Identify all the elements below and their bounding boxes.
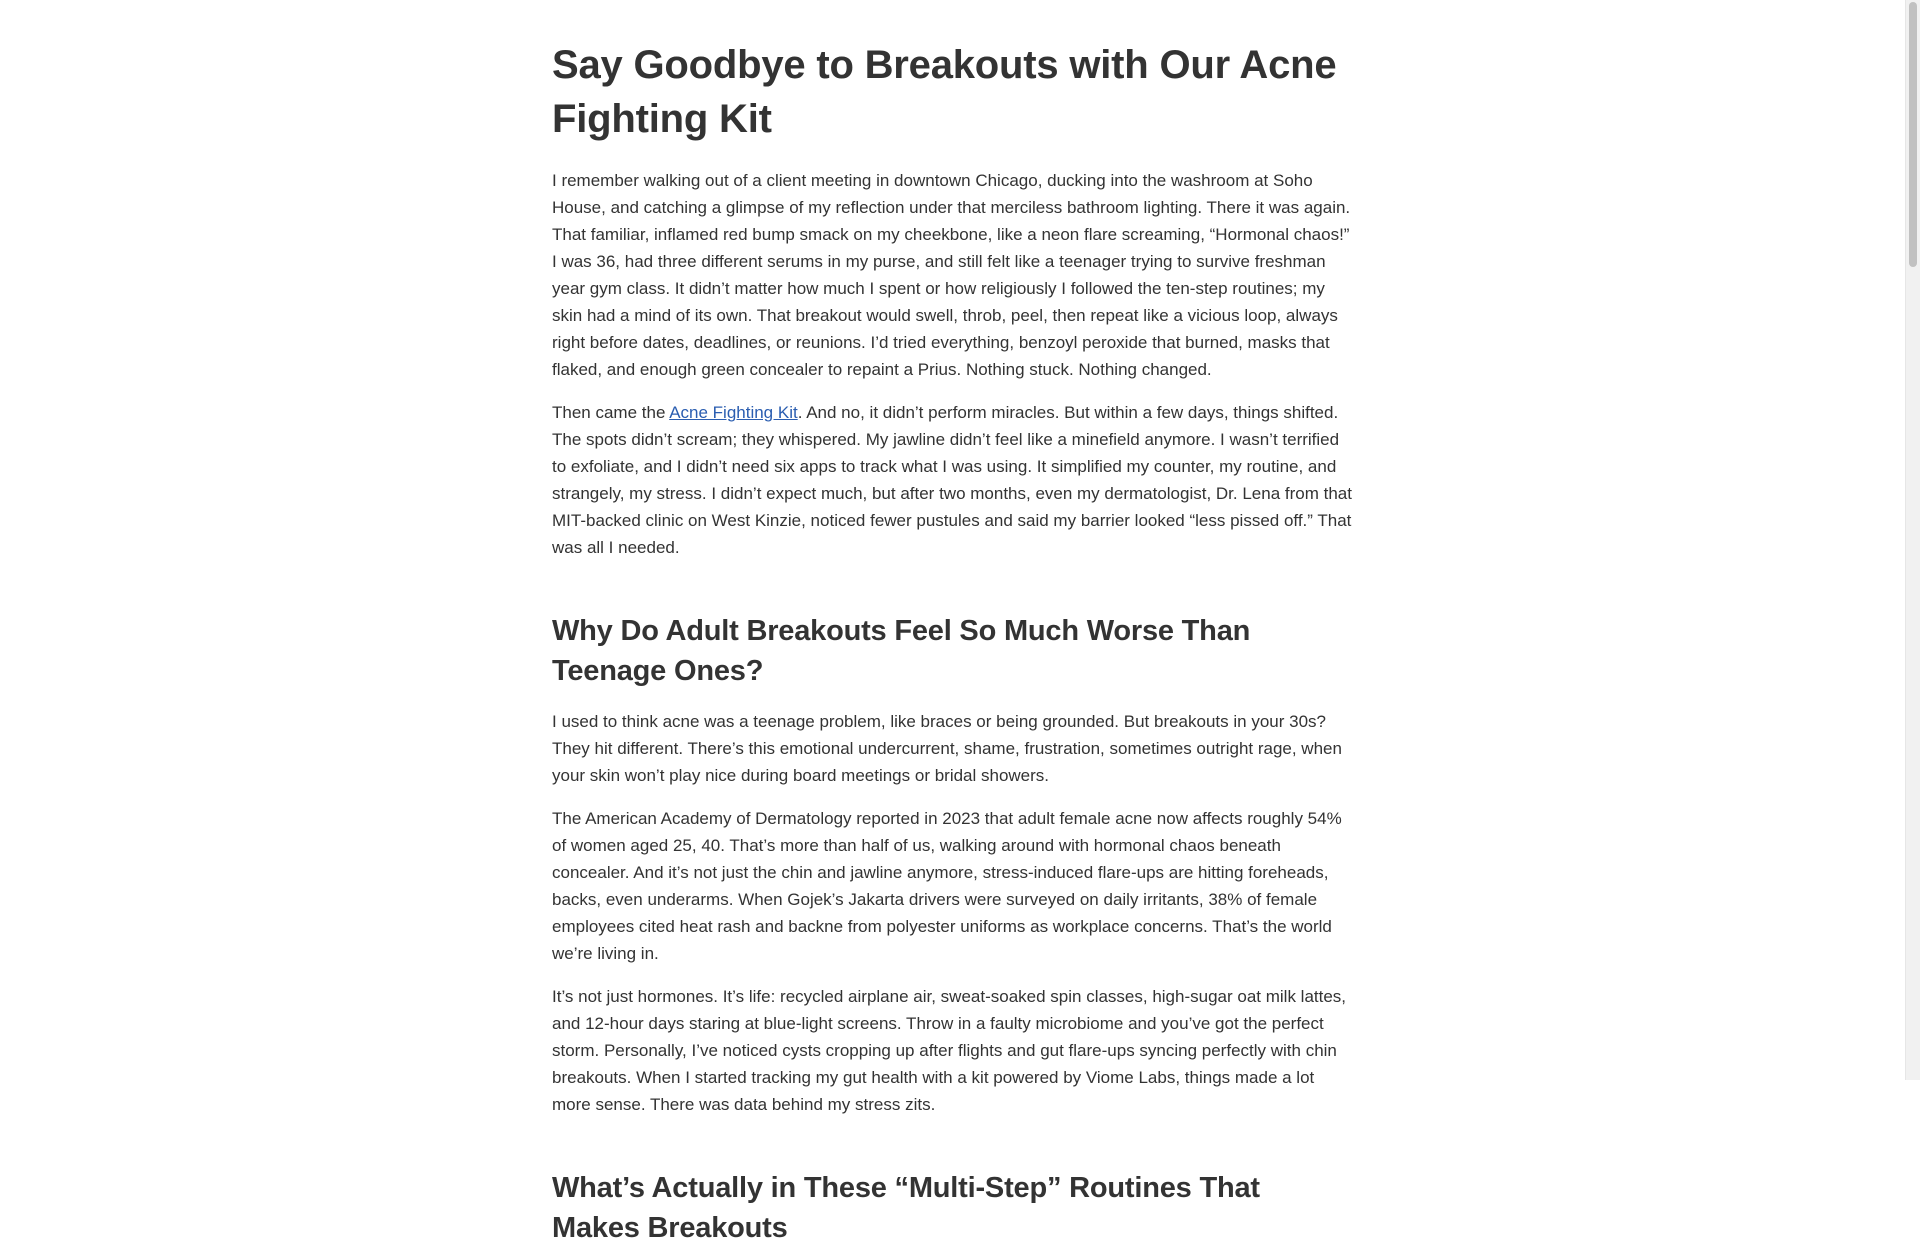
intro-paragraph-2-rest: . And no, it didn’t perform miracles. But within a few days, things shifted. The spots didn’t scream; they whispered. My jawline didn’t feel like a minefield anymore. I wasn’t terrified to exfoliate, and I didn’t need six apps to track what I was using. It simplified my counter, my routine, and strangely, my stress. I didn’t expect much, but after two months, even my dermatologist, Dr. Lena from that MIT-backed clinic on West Kinzie, noticed fewer pustules and said my barrier looked “less pissed off.” That was all I needed. [552, 403, 1352, 557]
intro-paragraph-1: I remember walking out of a client meeting in downtown Chicago, ducking into the washroom at Soho House, and catching a glimpse of my reflection under that merciless bathroom lighting. There it was again. That familiar, inflamed red bump smack on my cheekbone, like a neon flare screaming, “Hormonal chaos!” I was 36, had three different serums in my purse, and still felt like a teenager trying to survive freshman year gym class. It didn’t matter how much I spent or how religiously I followed the ten-step routines; my skin had a mind of its own. That breakout would swell, throb, peel, then repeat like a vicious loop, always right before dates, deadlines, or reunions. I’d tried everything, benzoyl peroxide that burned, masks that flaked, and enough green concealer to repaint a Prius. Nothing stuck. Nothing changed. [552, 171, 1351, 379]
article [552, 38, 1352, 1248]
intro-paragraph-2 [552, 399, 1352, 561]
section-heading-adult-breakouts: Why Do Adult Breakouts Feel So Much Worse Than Teenage Ones? [552, 615, 1251, 687]
vertical-scrollbar[interactable] [1905, 0, 1920, 1080]
article-title: Say Goodbye to Breakouts with Our Acne Fighting Kit [552, 43, 1337, 141]
scrollbar-thumb[interactable] [1909, 2, 1917, 267]
intro-paragraph-2-lead: Then came the [552, 403, 670, 422]
section1-paragraph-3: It’s not just hormones. It’s life: recycled airplane air, sweat-soaked spin classes, high-sugar oat milk lattes, and 12-hour days staring at blue-light screens. Throw in a faulty microbiome and you’ve got the perfect storm. Personally, I’ve noticed cysts cropping up after flights and gut flare-ups syncing perfectly with chin breakouts. When I started tracking my gut health with a kit powered by Viome Labs, things made a lot more sense. There was data behind my stress zits. [552, 987, 1347, 1114]
section1-paragraph-2: The American Academy of Dermatology reported in 2023 that adult female acne now affects roughly 54% of women aged 25, 40. That’s more than half of us, walking around with hormonal chaos beneath concealer. And it’s not just the chin and jawline anymore, stress-induced flare-ups are hitting foreheads, backs, even underarms. When Gojek’s Jakarta drivers were surveyed on daily irritants, 38% of female employees cited heat rash and backne from polyester uniforms as workplace concerns. That’s the world we’re living in. [552, 809, 1342, 963]
section1-paragraph-1: I used to think acne was a teenage problem, like braces or being grounded. But breakouts in your 30s? They hit different. There’s this emotional undercurrent, shame, frustration, sometimes outright rage, when your skin won’t play nice during board meetings or bridal showers. [552, 712, 1342, 785]
section-heading-multi-step-routines: What’s Actually in These “Multi-Step” Routines That Makes Breakouts [552, 1172, 1260, 1244]
acne-fighting-kit-link[interactable]: Acne Fighting Kit [669, 403, 798, 422]
